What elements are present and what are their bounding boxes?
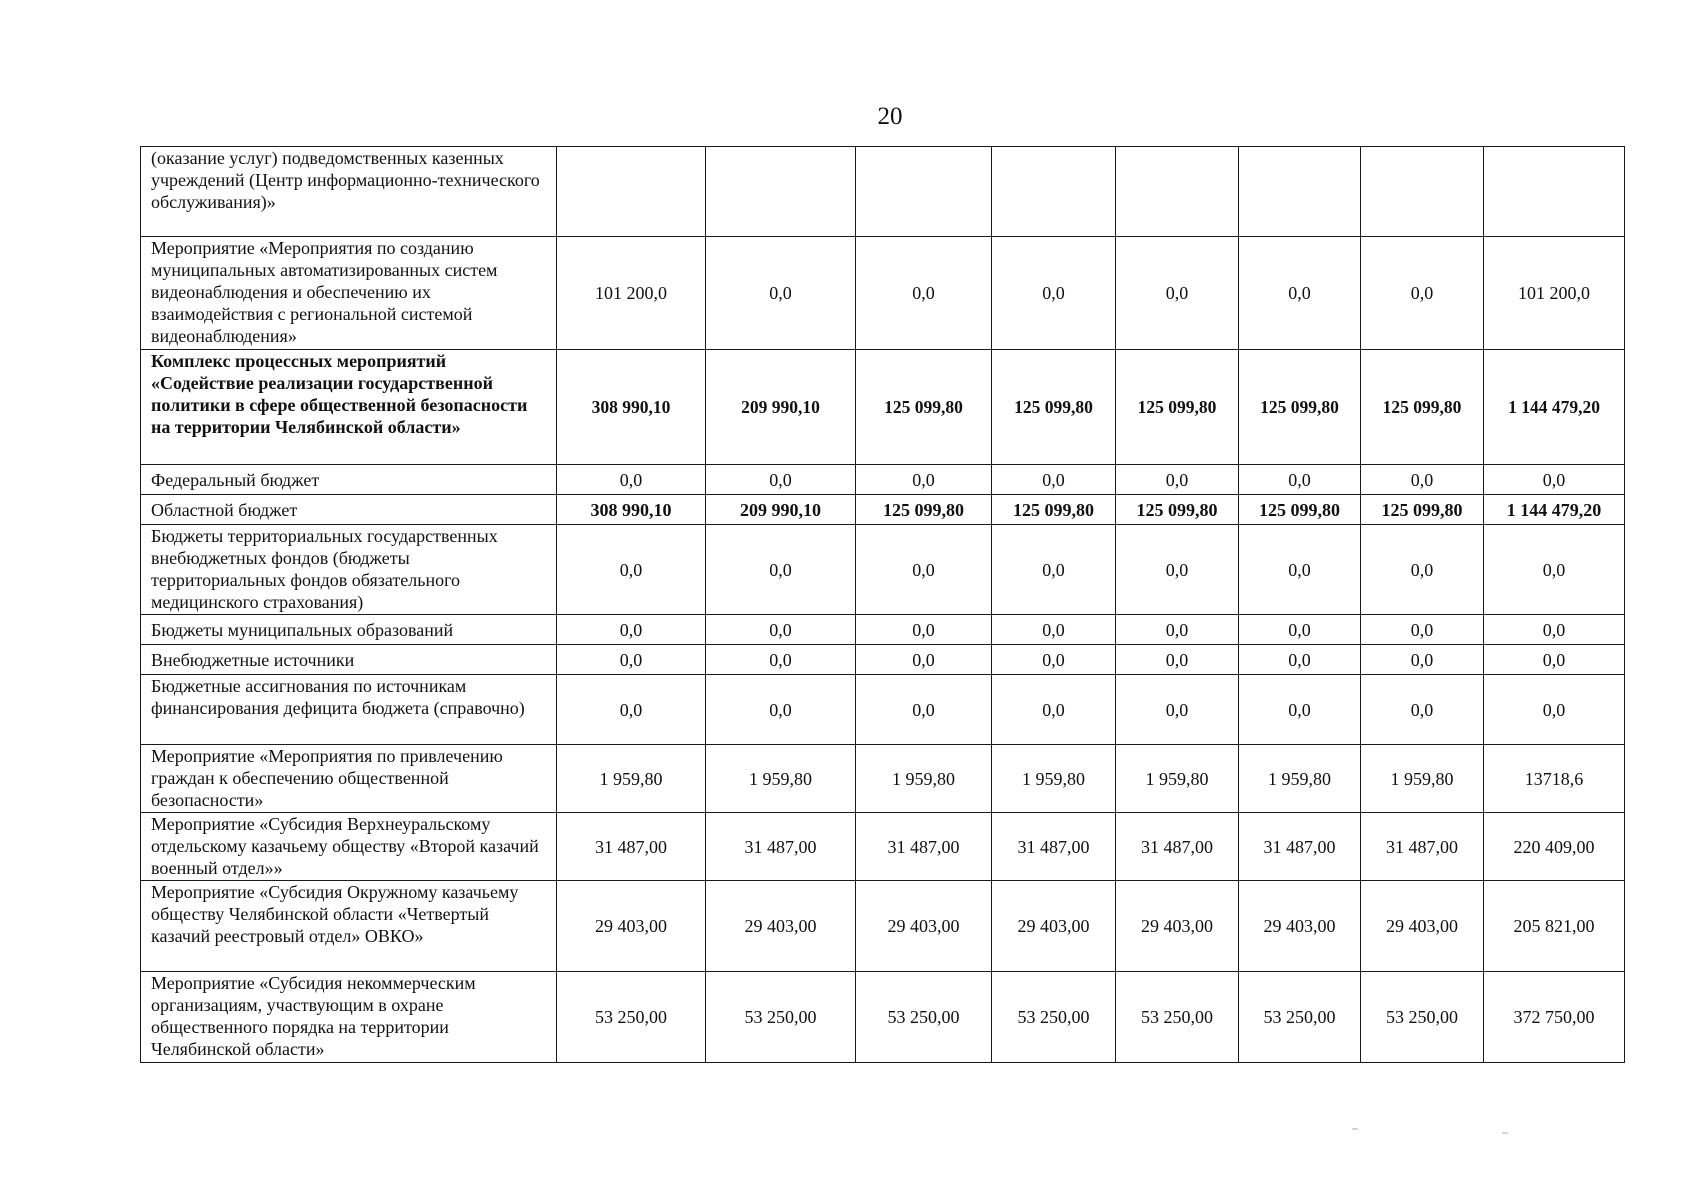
table-row [141, 813, 1625, 881]
value-cell: 0,0 [1116, 675, 1239, 745]
value-cell: 0,0 [992, 645, 1116, 675]
value-cell: 125 099,80 [1116, 495, 1239, 525]
value-cell: 101 200,0 [1484, 237, 1625, 350]
row-label: (оказание услуг) подведомственных казенных учреждений (Центр информационно-технического обслуживания)» [141, 147, 557, 237]
value-cell [1361, 147, 1484, 237]
value-cell: 1 959,80 [557, 745, 706, 813]
table-row [141, 237, 1625, 350]
scan-speck [1502, 1132, 1508, 1134]
value-cell: 0,0 [1361, 525, 1484, 615]
value-cell: 0,0 [706, 525, 856, 615]
value-cell: 1 959,80 [1116, 745, 1239, 813]
row-label: Областной бюджет [141, 495, 557, 525]
value-cell: 31 487,00 [1361, 813, 1484, 881]
value-cell: 209 990,10 [706, 495, 856, 525]
value-cell: 125 099,80 [1239, 350, 1361, 465]
value-cell: 1 959,80 [1239, 745, 1361, 813]
row-label: Бюджеты территориальных государственных внебюджетных фондов (бюджеты территориальных фондов обязательного медицинского страхования) [141, 525, 557, 615]
value-cell: 53 250,00 [557, 972, 706, 1063]
value-cell: 0,0 [1361, 615, 1484, 645]
value-cell: 29 403,00 [557, 881, 706, 972]
value-cell: 0,0 [856, 237, 992, 350]
value-cell: 0,0 [1361, 645, 1484, 675]
table-row [141, 147, 1625, 237]
value-cell: 29 403,00 [1116, 881, 1239, 972]
table-row [141, 465, 1625, 495]
value-cell: 0,0 [856, 675, 992, 745]
value-cell: 125 099,80 [1361, 495, 1484, 525]
value-cell: 31 487,00 [1239, 813, 1361, 881]
value-cell: 0,0 [1116, 465, 1239, 495]
table-row [141, 495, 1625, 525]
value-cell: 0,0 [1361, 237, 1484, 350]
value-cell: 372 750,00 [1484, 972, 1625, 1063]
value-cell: 1 959,80 [1361, 745, 1484, 813]
value-cell: 53 250,00 [1361, 972, 1484, 1063]
value-cell: 0,0 [856, 465, 992, 495]
budget-table-body [141, 147, 1625, 1063]
table-row [141, 615, 1625, 645]
value-cell: 0,0 [557, 645, 706, 675]
value-cell: 1 144 479,20 [1484, 495, 1625, 525]
value-cell: 0,0 [1239, 645, 1361, 675]
value-cell: 0,0 [992, 237, 1116, 350]
value-cell: 53 250,00 [706, 972, 856, 1063]
budget-table [140, 146, 1625, 1063]
value-cell: 0,0 [706, 465, 856, 495]
value-cell: 1 144 479,20 [1484, 350, 1625, 465]
row-label: Мероприятие «Субсидия Верхнеуральскому отдельскому казачьему обществу «Второй казачий военный отдел»» [141, 813, 557, 881]
value-cell: 29 403,00 [706, 881, 856, 972]
value-cell: 0,0 [1239, 465, 1361, 495]
row-label: Бюджеты муниципальных образований [141, 615, 557, 645]
value-cell: 125 099,80 [992, 495, 1116, 525]
value-cell: 209 990,10 [706, 350, 856, 465]
value-cell [557, 147, 706, 237]
value-cell: 0,0 [1484, 675, 1625, 745]
row-label: Мероприятие «Мероприятия по привлечению граждан к обеспечению общественной безопасности» [141, 745, 557, 813]
value-cell: 0,0 [1116, 615, 1239, 645]
value-cell: 31 487,00 [856, 813, 992, 881]
value-cell: 125 099,80 [1239, 495, 1361, 525]
row-label: Бюджетные ассигнования по источникам финансирования дефицита бюджета (справочно) [141, 675, 557, 745]
value-cell: 0,0 [557, 465, 706, 495]
value-cell: 0,0 [992, 465, 1116, 495]
value-cell: 0,0 [557, 615, 706, 645]
value-cell: 13718,6 [1484, 745, 1625, 813]
value-cell [1116, 147, 1239, 237]
table-row [141, 675, 1625, 745]
value-cell: 53 250,00 [856, 972, 992, 1063]
value-cell: 0,0 [706, 237, 856, 350]
value-cell: 31 487,00 [1116, 813, 1239, 881]
table-row [141, 745, 1625, 813]
value-cell [992, 147, 1116, 237]
value-cell: 0,0 [1361, 675, 1484, 745]
value-cell: 1 959,80 [856, 745, 992, 813]
value-cell: 0,0 [706, 675, 856, 745]
value-cell: 0,0 [1361, 465, 1484, 495]
value-cell: 205 821,00 [1484, 881, 1625, 972]
value-cell: 0,0 [856, 615, 992, 645]
value-cell: 0,0 [706, 615, 856, 645]
table-row [141, 645, 1625, 675]
value-cell: 29 403,00 [856, 881, 992, 972]
value-cell: 53 250,00 [1116, 972, 1239, 1063]
value-cell: 0,0 [1239, 615, 1361, 645]
value-cell: 1 959,80 [706, 745, 856, 813]
value-cell [1484, 147, 1625, 237]
table-row [141, 350, 1625, 465]
value-cell: 125 099,80 [1116, 350, 1239, 465]
value-cell: 29 403,00 [1239, 881, 1361, 972]
value-cell: 0,0 [1116, 645, 1239, 675]
page-number: 20 [877, 103, 903, 130]
value-cell: 0,0 [1484, 525, 1625, 615]
value-cell: 29 403,00 [1361, 881, 1484, 972]
value-cell: 220 409,00 [1484, 813, 1625, 881]
value-cell: 0,0 [992, 615, 1116, 645]
value-cell: 125 099,80 [992, 350, 1116, 465]
value-cell: 125 099,80 [856, 350, 992, 465]
row-label: Федеральный бюджет [141, 465, 557, 495]
value-cell: 31 487,00 [992, 813, 1116, 881]
value-cell: 0,0 [992, 675, 1116, 745]
row-label: Мероприятие «Субсидия Окружному казачьему обществу Челябинской области «Четвертый казачий реестровый отдел» ОВКО» [141, 881, 557, 972]
value-cell: 125 099,80 [1361, 350, 1484, 465]
row-label: Мероприятие «Субсидия некоммерческим организациям, участвующим в охране общественного порядка на территории Челябинской области» [141, 972, 557, 1063]
value-cell: 53 250,00 [1239, 972, 1361, 1063]
value-cell: 101 200,0 [557, 237, 706, 350]
scan-speck [1352, 1128, 1358, 1130]
value-cell: 0,0 [557, 675, 706, 745]
value-cell: 0,0 [1239, 525, 1361, 615]
table-row [141, 881, 1625, 972]
row-label: Мероприятие «Мероприятия по созданию муниципальных автоматизированных систем видеонаблюдения и обеспечению их взаимодействия с региональной системой видеонаблюдения» [141, 237, 557, 350]
value-cell: 0,0 [1484, 465, 1625, 495]
value-cell [1239, 147, 1361, 237]
table-row [141, 525, 1625, 615]
table-row [141, 972, 1625, 1063]
value-cell: 29 403,00 [992, 881, 1116, 972]
value-cell: 0,0 [1116, 525, 1239, 615]
value-cell: 53 250,00 [992, 972, 1116, 1063]
value-cell: 0,0 [1484, 615, 1625, 645]
value-cell: 0,0 [856, 525, 992, 615]
value-cell: 0,0 [706, 645, 856, 675]
value-cell: 0,0 [557, 525, 706, 615]
value-cell: 0,0 [992, 525, 1116, 615]
value-cell [856, 147, 992, 237]
value-cell: 1 959,80 [992, 745, 1116, 813]
value-cell [706, 147, 856, 237]
value-cell: 308 990,10 [557, 350, 706, 465]
value-cell: 0,0 [1239, 237, 1361, 350]
value-cell: 0,0 [1484, 645, 1625, 675]
value-cell: 125 099,80 [856, 495, 992, 525]
value-cell: 0,0 [1116, 237, 1239, 350]
value-cell: 31 487,00 [706, 813, 856, 881]
row-label: Комплекс процессных мероприятий «Содействие реализации государственной политики в сфере общественной безопасности на территории Челябинской области» [141, 350, 557, 465]
value-cell: 31 487,00 [557, 813, 706, 881]
value-cell: 0,0 [856, 645, 992, 675]
value-cell: 0,0 [1239, 675, 1361, 745]
value-cell: 308 990,10 [557, 495, 706, 525]
row-label: Внебюджетные источники [141, 645, 557, 675]
